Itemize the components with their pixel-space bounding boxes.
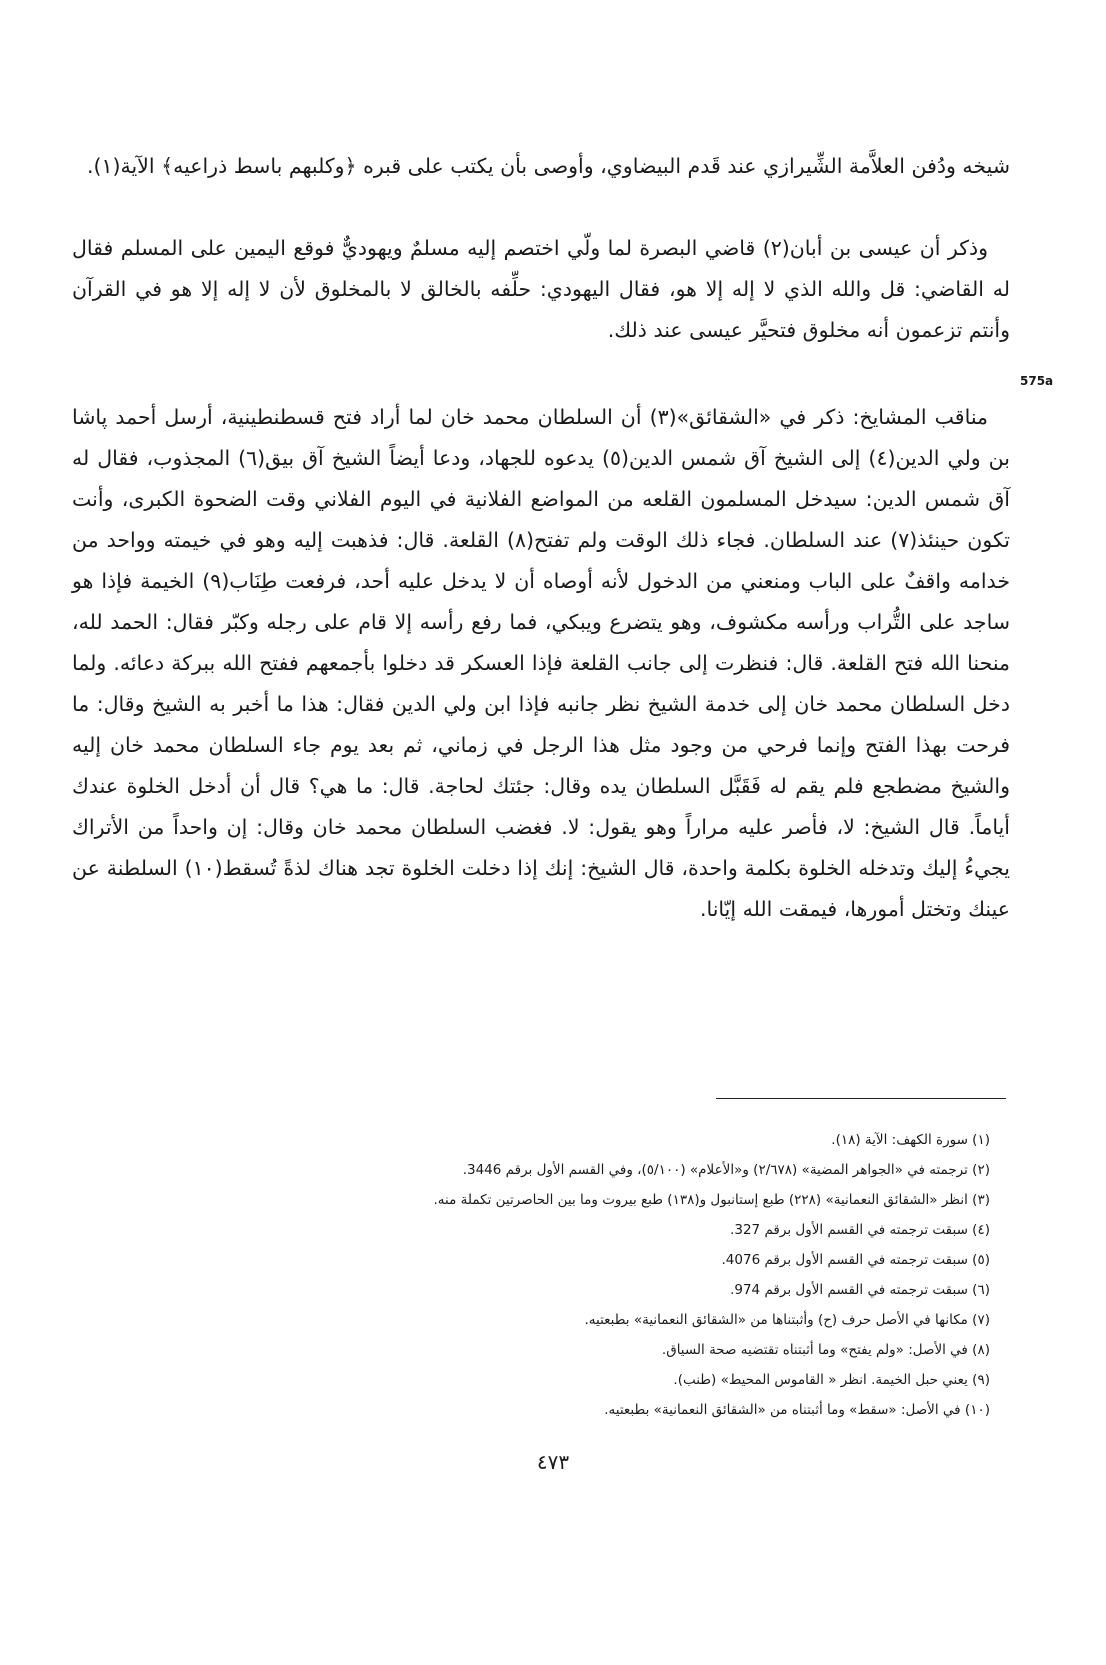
page-number: ٤٧٣ bbox=[536, 1450, 570, 1474]
footnotes-list bbox=[100, 1125, 990, 1425]
paragraph-1 bbox=[72, 146, 1010, 187]
footnote-7: (٧) مكانها في الأصل حرف (ح) وأثبتناها من «الشقائق النعمانية» بطبعتيه. bbox=[584, 1312, 990, 1328]
footnote-8: (٨) في الأصل: «ولم يفتح» وما أثبتناه تقتضيه صحة السياق. bbox=[661, 1342, 990, 1358]
reference-marker: 575a bbox=[1020, 374, 1054, 388]
paragraph-2-text: وذكر أن عيسى بن أبان(٢) قاضي البصرة لما ولّي اختصم إليه مسلمٌ ويهوديٌّ فوقع اليمين على المسلم فقال له القاضي: قل والله الذي لا إله إلا هو، فقال اليهودي: حلِّفه بالخالق لا بالمخلوق لأن لا إله إلا هو في القرآن وأنتم تزعمون أنه مخلوق فتحيَّر عيسى عند ذلك. bbox=[72, 236, 1010, 342]
footnote-3: (٣) انظر «الشقائق النعمانية» (٢٢٨) طبع إستانبول و(١٣٨) طبع بيروت وما بين الحاصرتين تكملة منه. bbox=[433, 1192, 990, 1208]
footnote-1: (١) سورة الكهف: الآية (١٨). bbox=[831, 1132, 990, 1148]
footnote-6: (٦) سبقت ترجمته في القسم الأول برقم 974. bbox=[730, 1282, 990, 1298]
paragraph-3 bbox=[72, 397, 1010, 930]
footnote-separator bbox=[716, 1098, 1006, 1099]
footnote-5: (٥) سبقت ترجمته في القسم الأول برقم 4076. bbox=[721, 1252, 990, 1268]
footnote-10: (١٠) في الأصل: «سقط» وما أثبتناه من «الشقائق النعمانية» بطبعتيه. bbox=[604, 1402, 990, 1418]
footnote-9: (٩) يعني حبل الخيمة. انظر « القاموس المحيط» (طنب). bbox=[673, 1372, 990, 1388]
footnote-4: (٤) سبقت ترجمته في القسم الأول برقم 327. bbox=[730, 1222, 990, 1238]
paragraph-1-text: شيخه ودُفن العلاَّمة الشِّيرازي عند قَدم البيضاوي، وأوصى بأن يكتب على قبره ﴿وكلبهم باسط ذراعيه﴾ الآية(١). bbox=[86, 154, 1010, 178]
paragraph-2 bbox=[72, 228, 1010, 351]
paragraph-3-text: مناقب المشايخ: ذكر في «الشقائق»(٣) أن السلطان محمد خان لما أراد فتح قسطنطينية، أرسل أحمد پاشا بن ولي الدين(٤) إلى الشيخ آق شمس الدين(٥) يدعوه للجهاد، ودعا أيضاً الشيخ آق بيق(٦) المجذوب، فقال له آق شمس الدين: سيدخل المسلمون القلعه من المواضع الفلانية في اليوم الفلاني وقت الضحوة الكبرى، وأنت تكون حينئذ(٧) عند السلطان. فجاء ذلك الوقت ولم تفتح(٨) القلعة. قال: فذهبت إليه وهو في خيمته وواحد من خدامه واقفٌ على الباب ومنعني من الدخول لأنه أوصاه أن لا يدخل عليه أحد، فرفعت طِنَاب(٩) الخيمة فإذا هو ساجد على التُّراب ورأسه مكشوف، وهو يتضرع ويبكي، فما رفع رأسه إلا قام على رجله وكبّر فقال: الحمد لله، منحنا الله فتح القلعة. قال: فنظرت إلى جانب القلعة فإذا العسكر قد دخلوا بأجمعهم ففتح الله ببركة دعائه. ولما دخل السلطان محمد خان إلى خدمة الشيخ نظر جانبه فإذا ابن ولي الدين فقال: هذا ما أخبر به الشيخ وقال: ما فرحت بهذا الفتح وإنما فرحي من وجود مثل هذا الرجل في زماني، ثم بعد يوم جاء السلطان محمد خان إليه والشيخ مضطجع فلم يقم له فَقَبَّل السلطان يده وقال: جئتك لحاجة. قال: ما هي؟ قال أن أدخل الخلوة عندك أياماً. قال الشيخ: لا، فأصر عليه مراراً وهو يقول: لا. فغضب السلطان محمد خان وقال: إن واحداً من الأتراك يجيءُ إليك وتدخله الخلوة بكلمة واحدة، قال الشيخ: إنك إذا دخلت الخلوة تجد هناك لذةً تُسقط(١٠) السلطنة عن عينك وتختل أمورها، فيمقت الله إيّانا. bbox=[72, 405, 1010, 921]
footnote-2: (٢) ترجمته في «الجواهر المضية» (٢/٦٧٨) و«الأعلام» (٥/١٠٠)، وفي القسم الأول برقم 3446. bbox=[462, 1162, 990, 1178]
